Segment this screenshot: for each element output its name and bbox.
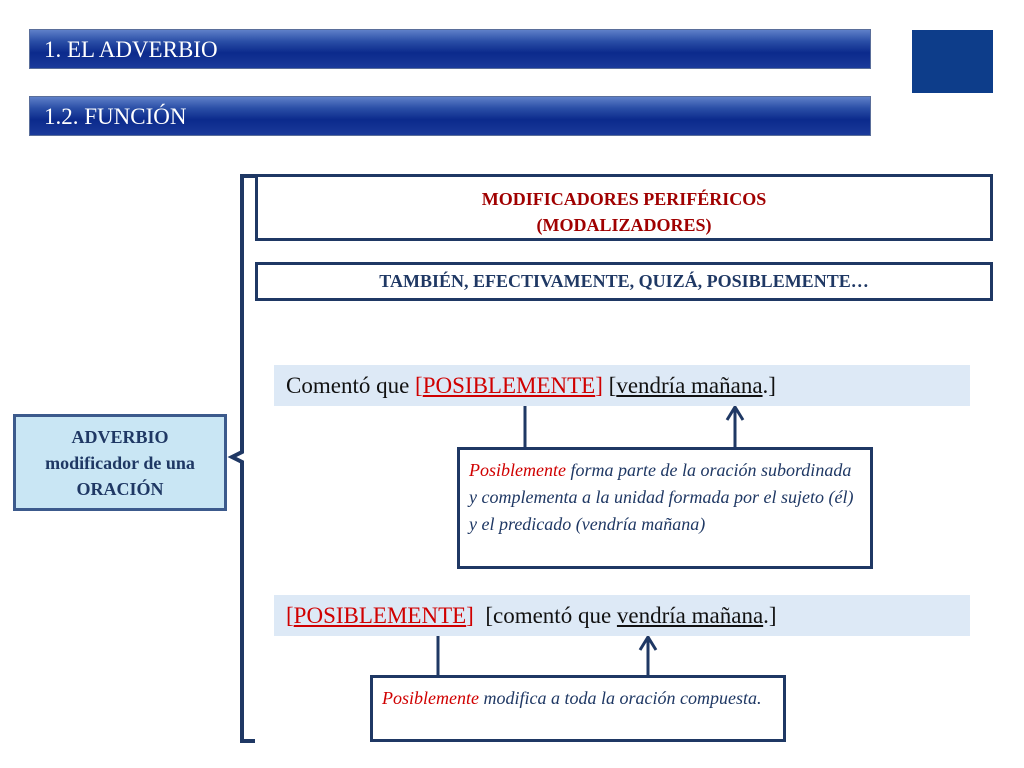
category-heading-line1: MODIFICADORES PERIFÉRICOS <box>481 189 767 209</box>
group-bracket <box>232 176 255 741</box>
note1-text: forma parte de la oración subordinada y complementa a la unidad formada por el sujeto (él) y el predicado (vendría mañana) <box>469 460 854 534</box>
category-heading-box <box>255 174 993 241</box>
ex1-keyword: POSIBLEMENTE <box>422 373 596 398</box>
section-title: 1. EL ADVERBIO <box>44 37 218 62</box>
ex1-space: [ <box>602 373 617 398</box>
ex2-end: .] <box>763 603 777 628</box>
example-sentence-2 <box>274 595 970 636</box>
examples-box <box>255 262 993 301</box>
ex1-bracket-open: [ <box>415 373 423 398</box>
ex2-bracket-close: ] <box>466 603 474 628</box>
ex2-keyword: POSIBLEMENTE <box>293 603 467 628</box>
ex1-end: .] <box>762 373 776 398</box>
example-sentence-1 <box>274 365 970 406</box>
note1-keyword: Posiblemente <box>469 460 566 480</box>
subsection-title: 1.2. FUNCIÓN <box>44 104 187 129</box>
adverb-label-box <box>13 414 227 511</box>
examples-text: TAMBIÉN, EFECTIVAMENTE, QUIZÁ, POSIBLEMENTE… <box>379 271 869 291</box>
ex2-mid: [comentó que <box>473 603 617 628</box>
category-heading-line2: (MODALIZADORES) <box>536 215 712 235</box>
ex1-phrase: vendría mañana <box>616 373 763 398</box>
adverb-label-line3: ORACIÓN <box>76 479 164 499</box>
ex2-phrase: vendría mañana <box>616 603 764 628</box>
ex1-pre: Comentó que <box>286 373 416 398</box>
ex1-bracket-close: ] <box>595 373 603 398</box>
adverb-label-line1: ADVERBIO <box>71 427 169 447</box>
note2-keyword: Posiblemente <box>382 688 479 708</box>
explanation-note-1 <box>457 447 873 569</box>
ex2-bracket-open: [ <box>286 603 294 628</box>
note2-text: modifica a toda la oración compuesta. <box>478 688 762 708</box>
explanation-note-2 <box>370 675 786 742</box>
adverb-label-line2: modificador de una <box>45 453 195 473</box>
